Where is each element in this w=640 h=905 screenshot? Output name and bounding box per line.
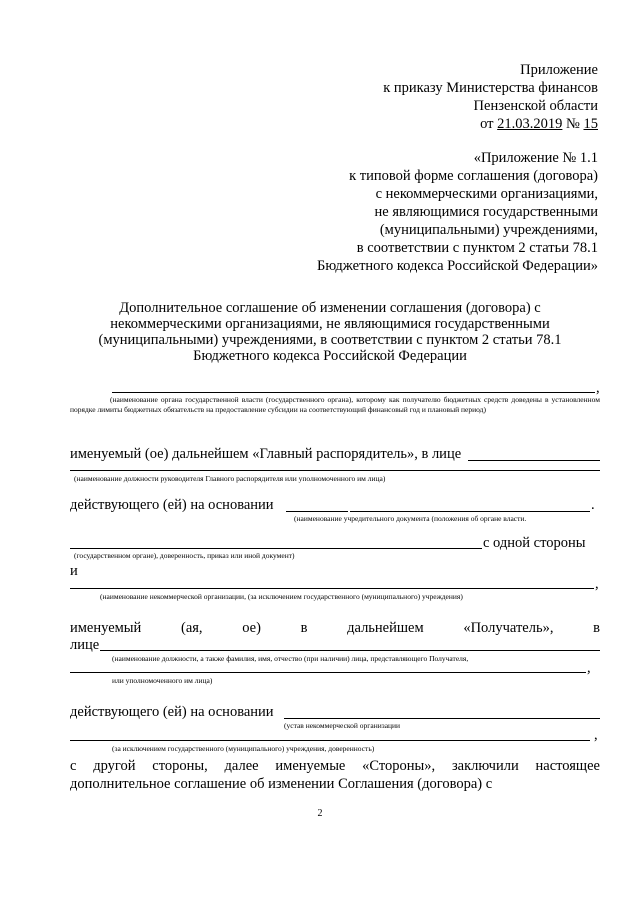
note-organization-name: (наименование некоммерческой организации, (за исключением государственного (муниципального) учреждения) (100, 592, 463, 601)
note-recipient-representative: (наименование должности, а также фамилия, имя, отчество (при наличии) лица, представляющего Получателя, (112, 654, 469, 663)
named-recipient-line (70, 620, 600, 636)
comma: , (587, 660, 591, 676)
note-charter: (устав некоммерческой организации (284, 721, 401, 730)
comma: , (595, 576, 599, 592)
word: в (593, 620, 600, 636)
order-number: 15 (583, 116, 598, 132)
title-line: Дополнительное соглашение об изменении соглашения (договора) с (119, 300, 541, 316)
word: заключили (451, 758, 519, 774)
note-power-of-attorney: (государственном органе), доверенность, приказ или иной документ) (74, 551, 295, 560)
appendix-line: не являющимися государственными (374, 204, 598, 220)
blank-line (112, 392, 595, 393)
blank-line (100, 650, 600, 651)
appendix-line: «Приложение № 1.1 (473, 150, 598, 166)
header-line-4 (480, 116, 598, 132)
word: дальнейшем (347, 620, 424, 636)
header-line-2: к приказу Министерства финансов (383, 80, 598, 96)
blank-line (286, 511, 348, 512)
and-text: и (70, 563, 78, 579)
order-number-sign: № (562, 116, 584, 132)
order-date: 21.03.2019 (497, 116, 563, 132)
page-number: 2 (317, 808, 323, 819)
header-line-3: Пензенской области (473, 98, 598, 114)
acting-basis-text: действующего (ей) на основании (70, 497, 274, 513)
appendix-line: Бюджетного кодекса Российской Федерации» (317, 258, 598, 274)
order-prefix: от (480, 116, 498, 132)
word: далее (224, 758, 259, 774)
dot: . (591, 497, 595, 513)
comma: , (594, 727, 598, 743)
word: (ая, (180, 620, 203, 636)
blank-line (70, 672, 586, 673)
appendix-line: к типовой форме соглашения (договора) (349, 168, 598, 184)
appendix-line: (муниципальными) учреждениями, (379, 222, 598, 238)
word: в (300, 620, 308, 636)
title-line: Бюджетного кодекса Российской Федерации (193, 348, 467, 364)
header-line-1: Приложение (520, 62, 598, 78)
word: другой (93, 758, 136, 774)
note-founding-document: (наименование учредительного документа (положения об органе власти. (294, 514, 527, 523)
named-main-distributor-text: именуемый (ое) дальнейшем «Главный распорядитель», в лице (70, 446, 462, 462)
word: именуемые (275, 758, 346, 774)
blank-line (468, 460, 600, 461)
blank-line (284, 718, 600, 719)
word: стороны, (152, 758, 208, 774)
word: настоящее (535, 758, 600, 774)
document-title (60, 300, 600, 364)
note-authorized-person: или уполномоченного им лица) (112, 676, 213, 685)
comma: , (596, 380, 600, 396)
blank-line (70, 740, 590, 741)
word: ое) (242, 620, 261, 636)
person-text: лице (70, 637, 100, 653)
one-side-text: с одной стороны (483, 535, 586, 551)
title-line: (муниципальными) учреждениями, в соответствии с пунктом 2 статьи 78.1 (98, 332, 562, 348)
blank-line (70, 588, 594, 589)
blank-line (350, 511, 590, 512)
word: «Получатель», (463, 620, 554, 636)
blank-line (70, 548, 482, 549)
word: «Стороны», (362, 758, 436, 774)
other-side-line (70, 758, 600, 774)
note-exception: (за исключением государственного (муниципального) учреждения, доверенность) (112, 744, 375, 753)
appendix-line: в соответствии с пунктом 2 статьи 78.1 (356, 240, 598, 256)
appendix-line: с некоммерческими организациями, (375, 186, 598, 202)
acting-basis-text: действующего (ей) на основании (70, 704, 274, 720)
agreement-text: дополнительное соглашение об изменении Соглашения (договора) с (70, 776, 493, 792)
title-line: некоммерческими организациями, не являющимися государственными (110, 316, 550, 332)
word: именуемый (70, 620, 142, 636)
note-government-body: (наименование органа государственной власти (государственного органа), которому как получателю бюджетных средств доведены в установленном порядке лимиты бюджетных обязательств на предоставление субсидии на соответствующий финансовый год и плановый период) (70, 395, 600, 414)
blank-line (70, 470, 600, 471)
note-head-position: (наименование должности руководителя Главного распорядителя или уполномоченного им лица) (74, 474, 386, 483)
word: с (70, 758, 77, 774)
